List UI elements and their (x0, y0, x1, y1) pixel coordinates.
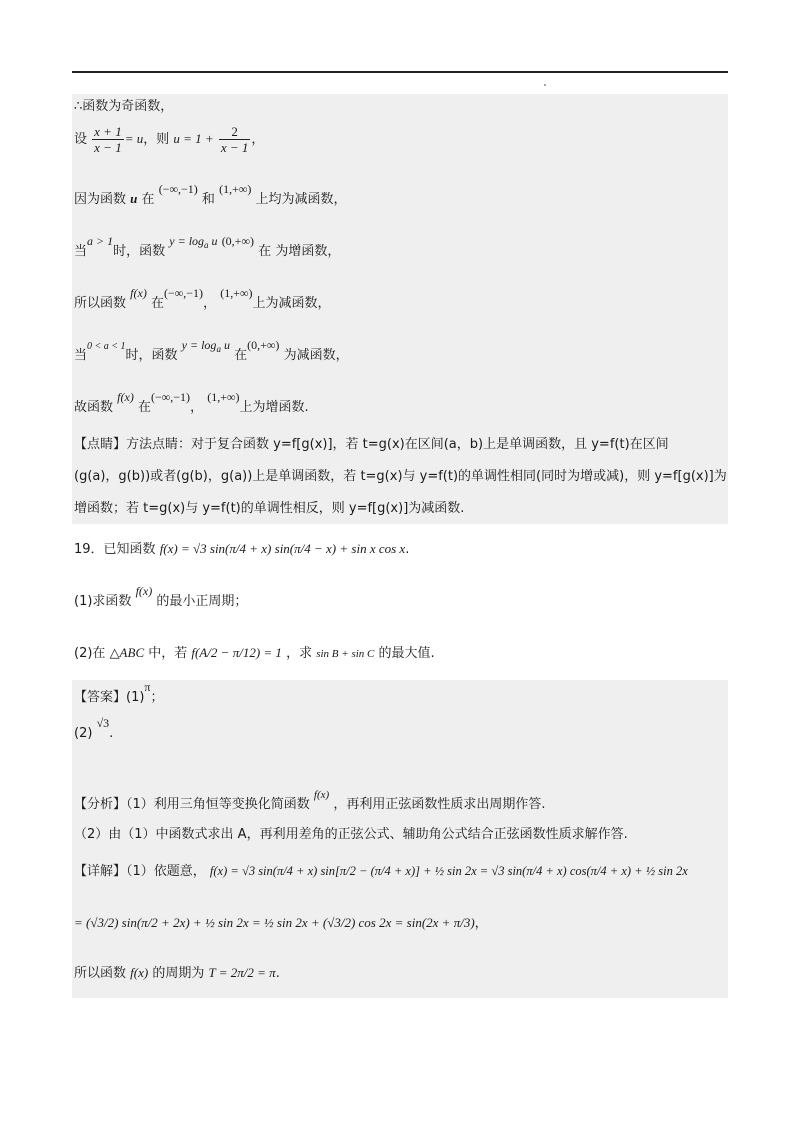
line-odd-function: ∴函数为奇函数， (74, 99, 174, 114)
question-19-part-2: (2)在 △ABC 中，若 f(A/2 − π/12) = 1 ，求 sin B + sin C 的最大值. (74, 645, 435, 661)
question-19-part-1: (1)求函数 f(x) 的最小正周期； (74, 584, 248, 609)
stray-dot (544, 84, 546, 86)
fraction-2-over-x-minus-1: $\frac{2}{x - 1}$ (220, 124, 249, 155)
detail-line-2: = (√3/2) sin(π/2 + 2x) + ½ sin 2x = ½ sin 2x + (√3/2) cos 2x = sin(2x + π/3)， (74, 915, 488, 931)
detail-line-3: 所以函数 f(x) 的周期为 T = 2π/2 = π. (74, 965, 280, 981)
tip-line-3: 增函数；若 t=g(x)与 y=f(t)的单调性相反，则 y=f[g(x)]为减函数. (74, 501, 465, 516)
line-f-increasing: 故函数 f(x) 在(−∞,−1)， (1,+∞)上为增函数. (74, 390, 309, 415)
line-substitution: 设 $\frac{x + 1}{x - 1}$ = u，则 u = 1 + $\frac{2}{x - 1}$ ， (74, 124, 265, 155)
line-0-lt-a-lt-1: 当$^{0 < a < 1}$时，函数 $y = \log_a u$ 在(0,+∞) 为减函数， (74, 338, 349, 363)
analysis-line-1: 【分析】（1）利用三角恒等变换化简函数 $^{f(x)}$ ，再利用正弦函数性质求出周期作答. (74, 789, 546, 812)
question-19-stem: 19．已知函数 f(x) = √3 sin(π/4 + x) sin(π/4 − x) + sin x cos x. (74, 541, 410, 557)
line-f-decreasing: 所以函数 f(x) 在(−∞,−1)， (1,+∞)上为减函数， (74, 286, 331, 311)
line-a-gt-1: 当a > 1时，函数 $y = \log_a u$ (0,+∞) 在 为增函数， (74, 234, 341, 259)
analysis-line-2: （2）由（1）中函数式求出 A，再利用差角的正弦公式、辅助角公式结合正弦函数性质求解作答. (74, 827, 628, 842)
detail-line-1: 【详解】（1）依题意， f(x) = √3 sin(π/4 + x) sin[π/2 − (π/4 + x)] + ½ sin 2x = √3 sin(π/4 + x) cos(π/4 + x) + ½ sin 2x (74, 864, 688, 879)
line-u-decreasing: 因为函数 u 在 (−∞,−1) 和 (1,+∞) 上均为减函数， (74, 182, 347, 207)
fraction-x-plus-1-over-x-minus-1: $\frac{x + 1}{x - 1}$ (94, 124, 122, 155)
tip-line-2: (g(a)，g(b))或者(g(b)，g(a))上是单调函数，若 t=g(x)与 y=f(t)的单调性相同(同时为增或减)，则 y=f[g(x)]为 (74, 469, 727, 484)
answer-line-1: 【答案】(1)π； (74, 680, 164, 705)
answer-line-2: (2) √3. (74, 716, 114, 741)
tip-line-1: 【点睛】方法点睛：对于复合函数 y=f[g(x)]，若 t=g(x)在区间(a，b)上是单调函数，且 y=f(t)在区间 (74, 437, 669, 452)
top-rule (72, 71, 728, 73)
